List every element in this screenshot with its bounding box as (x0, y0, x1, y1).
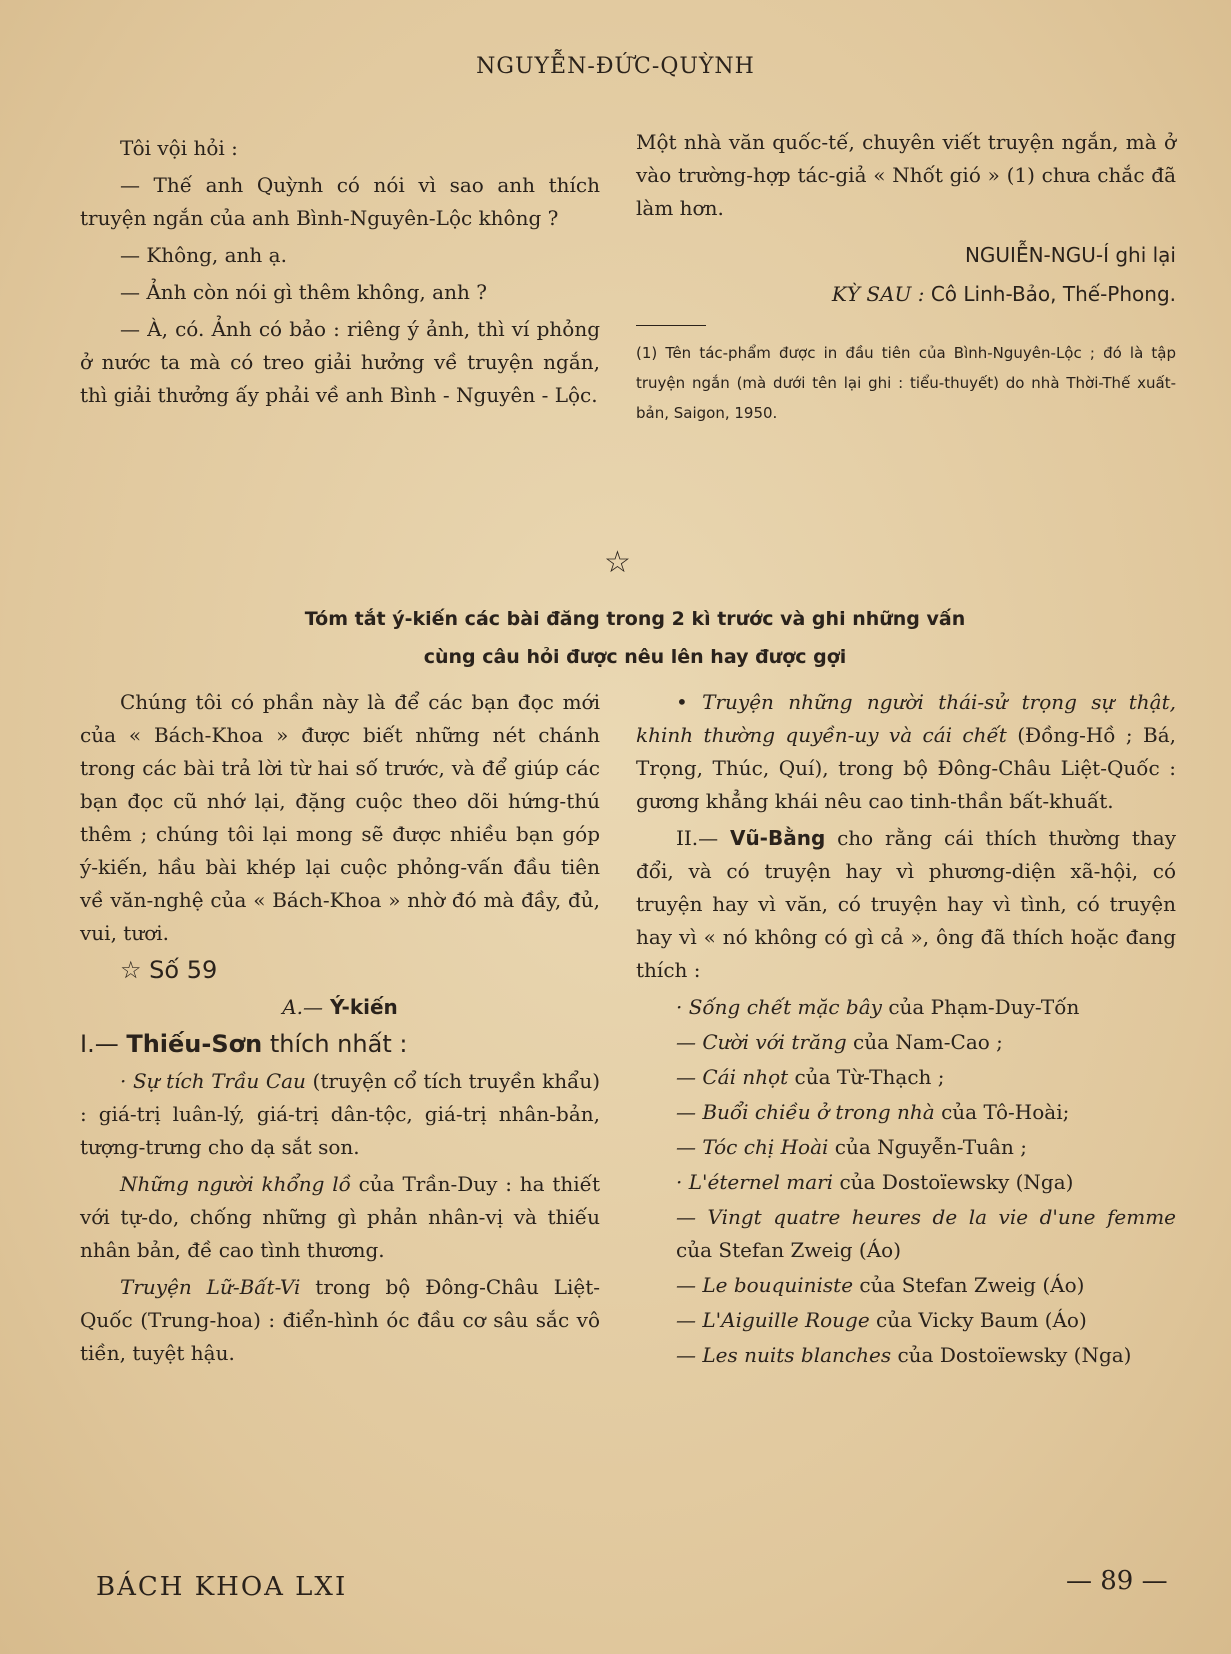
work-author: của Stefan Zweig (Áo) (859, 1273, 1085, 1297)
work-author: của Phạm-Duy-Tốn (888, 995, 1080, 1019)
star-small-icon: ☆ (120, 956, 142, 984)
magazine-footer: BÁCH KHOA LXI (96, 1572, 348, 1602)
paragraph (636, 686, 1176, 818)
work-title: — Tóc chị Hoài (676, 1135, 829, 1159)
list-item (676, 1026, 1176, 1059)
item-number: II.— (676, 826, 730, 850)
item-number: I.— (80, 1030, 127, 1058)
bottom-left-column (80, 686, 600, 1374)
work-title: Những người khổng lồ (120, 1172, 351, 1196)
work-author: của Stefan Zweig (Áo) (676, 1238, 901, 1262)
item-rest: thích nhất : (269, 1030, 408, 1058)
sub-letter: A.— (282, 995, 324, 1019)
list-item (676, 1061, 1176, 1094)
paragraph-text: (Đồng-Hồ ; Bá, Trọng, Thúc, Quí), trong bộ Đông-Châu Liệt-Quốc : gương khẳng khái nêu cao tinh-thần bất-khuất. (636, 723, 1177, 813)
work-author: của Nguyễn-Tuân ; (834, 1135, 1027, 1159)
work-title: — Buổi chiều ở trong nhà (676, 1100, 935, 1124)
list-item (676, 1201, 1176, 1267)
works-list (636, 991, 1176, 1372)
footnote-rule (636, 325, 706, 326)
paragraph-text: cho rằng cái thích thường thay đổi, và có truyện hay vì phương-diện xã-hội, có truyện hay vì văn, có truyện hay vì tình, có truyện hay vì « nó không có gì cả », ông đã thích hoặc đang thích : (636, 826, 1176, 982)
list-item (676, 1339, 1176, 1372)
issue-label: Số 59 (149, 956, 218, 984)
work-author: của Từ-Thạch ; (794, 1065, 945, 1089)
list-item (676, 1131, 1176, 1164)
list-item (676, 1269, 1176, 1302)
paragraph: — À, có. Ảnh có bảo : riêng ý ảnh, thì ví phỏng ở nước ta mà có treo giải hưởng về truyện ngắn, thì giải thưởng ấy phải về anh Bình - Nguyên - Lộc. (80, 317, 600, 407)
work-title: — Vingt quatre heures de la vie d'une femme (676, 1205, 1176, 1229)
work-title: Truyện Lữ-Bất-Vi (120, 1275, 301, 1299)
paragraph: Tôi vội hỏi : (120, 136, 238, 160)
paragraph-text: (truyện cổ tích truyền khẩu) : giá-trị luân-lý, giá-trị dân-tộc, giá-trị nhân-bản, tượng-trưng cho dạ sắt son. (80, 1069, 601, 1159)
item-author: Thiếu-Sơn (126, 1030, 263, 1058)
heading-line: Tóm tắt ý-kiến các bài đăng trong 2 kì trước và ghi những vấn (304, 608, 966, 630)
paragraph: — Ảnh còn nói gì thêm không, anh ? (120, 280, 487, 304)
next-issue-label: KỲ SAU : (831, 282, 925, 306)
list-item (676, 1304, 1176, 1337)
item-heading (80, 1028, 600, 1061)
list-item (676, 991, 1176, 1024)
section-heading (140, 600, 1130, 676)
footnote: (1) Tên tác-phẩm được in đầu tiên của Bình-Nguyên-Lộc ; đó là tập truyện ngắn (mà dưới tên lại ghi : tiểu-thuyết) do nhà Thời-Thế xuất-bản, Saigon, 1950. (636, 344, 1176, 422)
heading-line: cùng câu hỏi được nêu lên hay được gợi (423, 646, 847, 668)
paragraph (80, 1271, 600, 1370)
sub-title: Ý-kiến (329, 995, 398, 1019)
paragraph (80, 1065, 600, 1164)
paragraph-text: của Trần-Duy : ha thiết với tự-do, chống những gì phản nhân-vị và thiếu nhân bản, đề cao tình thương. (80, 1172, 601, 1262)
work-title: · Sự tích Trầu Cau (120, 1069, 306, 1093)
paragraph-text: trong bộ Đông-Châu Liệt-Quốc (Trung-hoa) : điển-hình óc đầu cơ sâu sắc vô tiền, tuyệt hậu. (80, 1275, 601, 1365)
work-title: · L'éternel mari (676, 1170, 834, 1194)
top-left-column (80, 132, 600, 416)
next-issue-note (636, 278, 1176, 311)
running-head: NGUYỄN-ĐỨC-QUỲNH (476, 54, 755, 79)
work-title: — Cái nhọt (676, 1065, 789, 1089)
star-ornament-icon: ☆ (604, 545, 631, 580)
paragraph: — Không, anh ạ. (120, 243, 287, 267)
issue-heading (120, 954, 600, 987)
paragraph: Chúng tôi có phần này là để các bạn đọc mới của « Bách-Khoa » được biết những nét chánh trong các bài trả lời từ hai số trước, và để giúp các bạn đọc cũ nhớ lại, đặng cuộc theo dõi hứng-thú thêm ; chúng tôi lại mong sẽ được nhiều bạn góp ý-kiến, hầu bài khép lại cuộc phỏng-vấn đầu tiên về văn-nghệ của « Bách-Khoa » nhờ đó mà đầy, đủ, vui, tươi. (80, 690, 600, 945)
work-author: của Dostoïewsky (Nga) (897, 1343, 1132, 1367)
work-author: của Tô-Hoài; (941, 1100, 1070, 1124)
paragraph: Một nhà văn quốc-tế, chuyên viết truyện ngắn, mà ở vào trường-hợp tác-giả « Nhốt gió » (1) chưa chắc đã làm hơn. (636, 130, 1176, 220)
signature: NGUIỄN-NGU-Í ghi lại (964, 243, 1176, 267)
bottom-right-column (636, 686, 1176, 1374)
work-title: — Cười với trăng (676, 1030, 847, 1054)
work-title: — Le bouquiniste (676, 1273, 854, 1297)
work-author: của Dostoïewsky (Nga) (839, 1170, 1074, 1194)
paragraph (80, 1168, 600, 1267)
work-author: của Nam-Cao ; (853, 1030, 1003, 1054)
subsection-heading (80, 991, 600, 1024)
paragraph: — Thế anh Quỳnh có nói vì sao anh thích truyện ngắn của anh Bình-Nguyên-Lộc không ? (80, 173, 600, 230)
page-number: — 89 — (1066, 1566, 1168, 1596)
list-item (676, 1166, 1176, 1199)
paragraph (636, 822, 1176, 987)
work-title: — Les nuits blanches (676, 1343, 892, 1367)
list-item (676, 1096, 1176, 1129)
top-right-column (636, 126, 1176, 432)
work-author: của Vicky Baum (Áo) (876, 1308, 1087, 1332)
work-title: — L'Aiguille Rouge (676, 1308, 870, 1332)
work-title: • Truyện những người thái-sử trọng sự thật, khinh thường quyền-uy và cái chết (636, 690, 1176, 747)
work-title: · Sống chết mặc bây (676, 995, 882, 1019)
next-issue-names: Cô Linh-Bảo, Thế-Phong. (930, 282, 1176, 306)
item-author: Vũ-Bằng (729, 826, 826, 850)
